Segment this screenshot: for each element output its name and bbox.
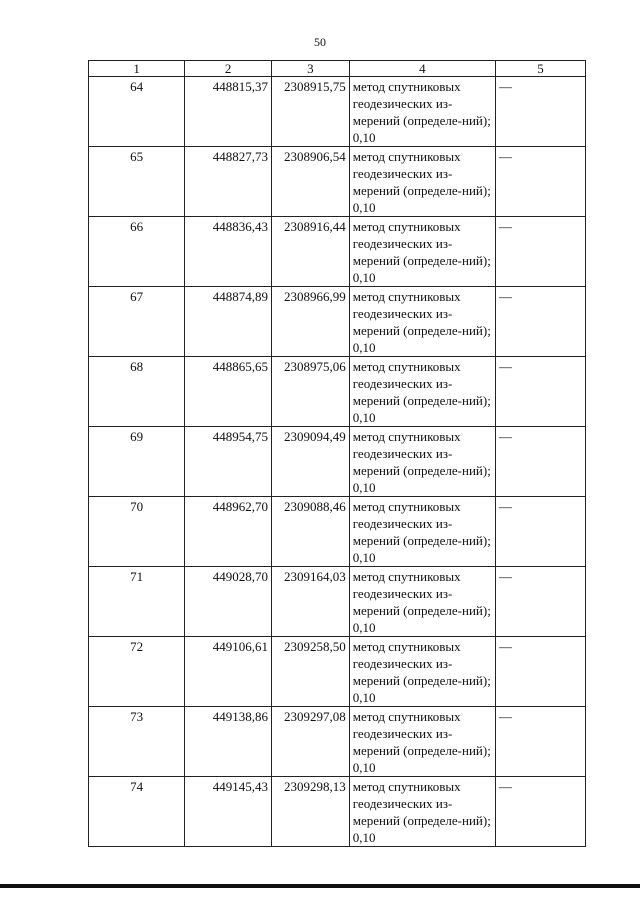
point-number-cell: 68 bbox=[89, 357, 185, 427]
y-coordinate-cell: 2309164,03 bbox=[272, 567, 350, 637]
table-row bbox=[89, 217, 586, 287]
column-header-5: 5 bbox=[496, 61, 586, 77]
bottom-rule bbox=[0, 884, 640, 888]
table-row bbox=[89, 77, 586, 147]
y-coordinate-cell: 2309258,50 bbox=[272, 637, 350, 707]
y-coordinate-cell: 2308975,06 bbox=[272, 357, 350, 427]
x-coordinate-cell: 449028,70 bbox=[185, 567, 272, 637]
method-cell: метод спутниковых геодезических из-мерений (определе-ний); 0,10 bbox=[349, 777, 495, 847]
note-cell: — bbox=[496, 567, 586, 637]
note-cell: — bbox=[496, 77, 586, 147]
column-header-1: 1 bbox=[89, 61, 185, 77]
table-row bbox=[89, 567, 586, 637]
note-cell: — bbox=[496, 777, 586, 847]
point-number-cell: 67 bbox=[89, 287, 185, 357]
note-cell: — bbox=[496, 427, 586, 497]
table-row bbox=[89, 497, 586, 567]
note-cell: — bbox=[496, 147, 586, 217]
method-cell: метод спутниковых геодезических из-мерений (определе-ний); 0,10 bbox=[349, 427, 495, 497]
x-coordinate-cell: 448865,65 bbox=[185, 357, 272, 427]
y-coordinate-cell: 2309088,46 bbox=[272, 497, 350, 567]
table-row bbox=[89, 777, 586, 847]
point-number-cell: 66 bbox=[89, 217, 185, 287]
table-row bbox=[89, 287, 586, 357]
note-cell: — bbox=[496, 287, 586, 357]
point-number-cell: 70 bbox=[89, 497, 185, 567]
point-number-cell: 72 bbox=[89, 637, 185, 707]
page-number: 50 bbox=[314, 35, 326, 49]
x-coordinate-cell: 449138,86 bbox=[185, 707, 272, 777]
table-row bbox=[89, 637, 586, 707]
table-row bbox=[89, 427, 586, 497]
point-number-cell: 71 bbox=[89, 567, 185, 637]
note-cell: — bbox=[496, 497, 586, 567]
method-cell: метод спутниковых геодезических из-мерений (определе-ний); 0,10 bbox=[349, 637, 495, 707]
point-number-cell: 65 bbox=[89, 147, 185, 217]
method-cell: метод спутниковых геодезических из-мерений (определе-ний); 0,10 bbox=[349, 217, 495, 287]
table-row bbox=[89, 707, 586, 777]
x-coordinate-cell: 449145,43 bbox=[185, 777, 272, 847]
method-cell: метод спутниковых геодезических из-мерений (определе-ний); 0,10 bbox=[349, 357, 495, 427]
x-coordinate-cell: 448954,75 bbox=[185, 427, 272, 497]
x-coordinate-cell: 448962,70 bbox=[185, 497, 272, 567]
x-coordinate-cell: 449106,61 bbox=[185, 637, 272, 707]
x-coordinate-cell: 448815,37 bbox=[185, 77, 272, 147]
note-cell: — bbox=[496, 217, 586, 287]
x-coordinate-cell: 448827,73 bbox=[185, 147, 272, 217]
note-cell: — bbox=[496, 357, 586, 427]
method-cell: метод спутниковых геодезических из-мерений (определе-ний); 0,10 bbox=[349, 567, 495, 637]
point-number-cell: 64 bbox=[89, 77, 185, 147]
note-cell: — bbox=[496, 707, 586, 777]
table-header-row bbox=[89, 61, 586, 77]
y-coordinate-cell: 2309297,08 bbox=[272, 707, 350, 777]
y-coordinate-cell: 2308916,44 bbox=[272, 217, 350, 287]
column-header-2: 2 bbox=[185, 61, 272, 77]
y-coordinate-cell: 2308906,54 bbox=[272, 147, 350, 217]
y-coordinate-cell: 2308915,75 bbox=[272, 77, 350, 147]
method-cell: метод спутниковых геодезических из-мерений (определе-ний); 0,10 bbox=[349, 287, 495, 357]
point-number-cell: 74 bbox=[89, 777, 185, 847]
x-coordinate-cell: 448836,43 bbox=[185, 217, 272, 287]
x-coordinate-cell: 448874,89 bbox=[185, 287, 272, 357]
y-coordinate-cell: 2309094,49 bbox=[272, 427, 350, 497]
point-number-cell: 69 bbox=[89, 427, 185, 497]
y-coordinate-cell: 2308966,99 bbox=[272, 287, 350, 357]
note-cell: — bbox=[496, 637, 586, 707]
method-cell: метод спутниковых геодезических из-мерений (определе-ний); 0,10 bbox=[349, 147, 495, 217]
table-row bbox=[89, 147, 586, 217]
point-number-cell: 73 bbox=[89, 707, 185, 777]
method-cell: метод спутниковых геодезических из-мерений (определе-ний); 0,10 bbox=[349, 77, 495, 147]
column-header-3: 3 bbox=[272, 61, 350, 77]
coordinates-table bbox=[88, 60, 586, 847]
method-cell: метод спутниковых геодезических из-мерений (определе-ний); 0,10 bbox=[349, 707, 495, 777]
method-cell: метод спутниковых геодезических из-мерений (определе-ний); 0,10 bbox=[349, 497, 495, 567]
table-row bbox=[89, 357, 586, 427]
y-coordinate-cell: 2309298,13 bbox=[272, 777, 350, 847]
column-header-4: 4 bbox=[349, 61, 495, 77]
